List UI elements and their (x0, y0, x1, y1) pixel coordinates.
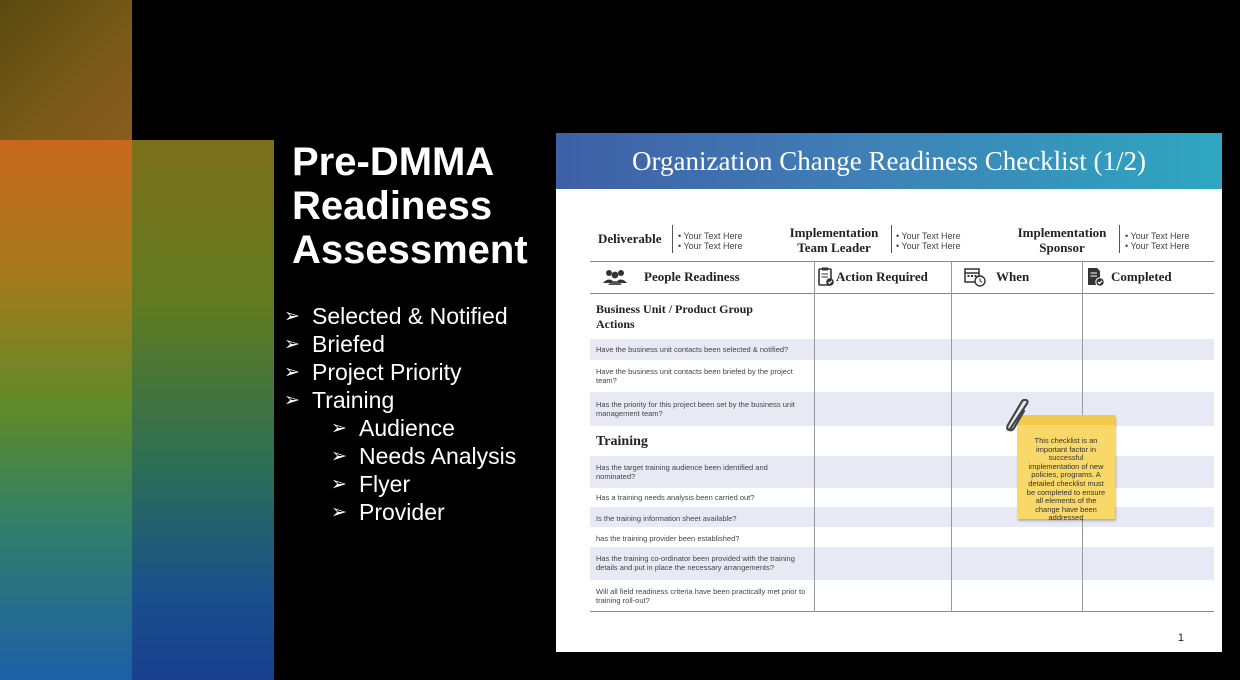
embedded-slide (556, 133, 1222, 652)
placeholder-text: • Your Text Here (896, 241, 961, 251)
sub-bullet-label: Audience (359, 414, 455, 441)
readiness-table (590, 261, 1214, 612)
divider (1119, 225, 1120, 253)
placeholder-text: • Your Text Here (1125, 241, 1190, 251)
list-item (284, 330, 516, 358)
decorative-gradient-column-2 (132, 140, 274, 680)
slide-title: Organization Change Readiness Checklist (1/2) (556, 133, 1222, 189)
sub-list-item (284, 498, 516, 526)
arrow-bullet-icon: ➢ (284, 305, 300, 327)
column-header-label: Completed (1111, 269, 1172, 284)
page-title (292, 140, 552, 272)
clipboard-check-icon (818, 267, 834, 287)
question-text: has the training provider been established? (596, 534, 740, 543)
sub-bullet-label: Needs Analysis (359, 442, 517, 469)
section-title-line-1: Business Unit / Product Group (596, 302, 753, 316)
arrow-bullet-icon: ➢ (331, 445, 347, 467)
column-header-label: People Readiness (644, 269, 740, 284)
paperclip-icon (1004, 399, 1034, 435)
deliverable-label: Deliverable (598, 231, 662, 246)
arrow-bullet-icon: ➢ (331, 501, 347, 523)
question-text: Has the target training audience been identified and nominated? (596, 463, 768, 481)
column-header-people-readiness (602, 261, 740, 293)
question-text: Is the training information sheet available? (596, 514, 737, 523)
team-leader-label-line-2: Team Leader (797, 240, 871, 255)
calendar-clock-icon (964, 267, 986, 287)
column-header-action-required (818, 261, 928, 293)
team-leader-items (896, 231, 961, 251)
section-title-training: Training (596, 434, 648, 449)
sub-list-item (284, 442, 516, 470)
sub-list-item (284, 414, 516, 442)
question-text: Have the business unit contacts been briefed by the project team? (596, 367, 793, 385)
document-check-icon (1087, 267, 1105, 287)
arrow-bullet-icon: ➢ (331, 417, 347, 439)
sponsor-label (1010, 225, 1114, 255)
column-header-label: Action Required (836, 269, 928, 284)
section-title-business-unit (596, 302, 753, 332)
bullet-label: Project Priority (312, 358, 462, 385)
list-item (284, 302, 516, 330)
team-leader-label (782, 225, 886, 255)
team-leader-label-line-1: Implementation (789, 225, 879, 240)
sponsor-label-line-1: Implementation (1017, 225, 1107, 240)
sticky-note: This checklist is an important factor in successful implementation of new policies, programs. A detailed checklist must be completed to ensure all elements of the change have been addressed (1017, 415, 1115, 519)
column-divider (951, 261, 952, 612)
sponsor-label-line-2: Sponsor (1039, 240, 1085, 255)
bullet-label: Briefed (312, 330, 385, 357)
bullet-list (284, 302, 516, 526)
column-header-label: When (996, 269, 1030, 284)
page-number: 1 (1177, 632, 1184, 644)
arrow-bullet-icon: ➢ (284, 361, 300, 383)
title-line-1: Pre-DMMA (292, 140, 495, 184)
title-line-2: Readiness (292, 184, 493, 228)
question-text: Will all field readiness criteria have been practically met prior to training roll-out? (596, 587, 806, 605)
meta-row (598, 223, 1218, 259)
divider (672, 225, 673, 253)
sub-list-item (284, 470, 516, 498)
column-divider (814, 261, 815, 612)
question-text: Have the business unit contacts been selected & notified? (596, 345, 789, 354)
list-item (284, 386, 516, 414)
deliverable-items (678, 231, 743, 251)
placeholder-text: • Your Text Here (678, 241, 743, 251)
column-header-when (964, 261, 1029, 293)
list-item (284, 358, 516, 386)
section-title-line-2: Actions (596, 317, 635, 331)
placeholder-text: • Your Text Here (1125, 231, 1190, 241)
sponsor-items (1125, 231, 1190, 251)
divider (891, 225, 892, 253)
sub-bullet-label: Provider (359, 498, 445, 525)
title-line-3: Assessment (292, 228, 528, 272)
decorative-gradient-column-1 (0, 140, 132, 680)
bullet-label: Selected & Notified (312, 302, 508, 329)
question-text: Has the priority for this project been set by the business unit management team? (596, 400, 795, 418)
bullet-label: Training (312, 386, 395, 413)
sub-bullet-label: Flyer (359, 470, 411, 497)
placeholder-text: • Your Text Here (678, 231, 743, 241)
decorative-block-top (0, 0, 132, 140)
header-border (590, 293, 1214, 294)
question-text: Has the training co-ordinator been provided with the training details and put in place the necessary arrangements? (596, 554, 795, 572)
arrow-bullet-icon: ➢ (284, 389, 300, 411)
table-border-bottom (590, 611, 1214, 612)
placeholder-text: • Your Text Here (896, 231, 961, 241)
column-header-completed (1087, 261, 1172, 293)
arrow-bullet-icon: ➢ (331, 473, 347, 495)
question-text: Has a training needs analysis been carried out? (596, 493, 755, 502)
arrow-bullet-icon: ➢ (284, 333, 300, 355)
people-icon (602, 268, 628, 286)
